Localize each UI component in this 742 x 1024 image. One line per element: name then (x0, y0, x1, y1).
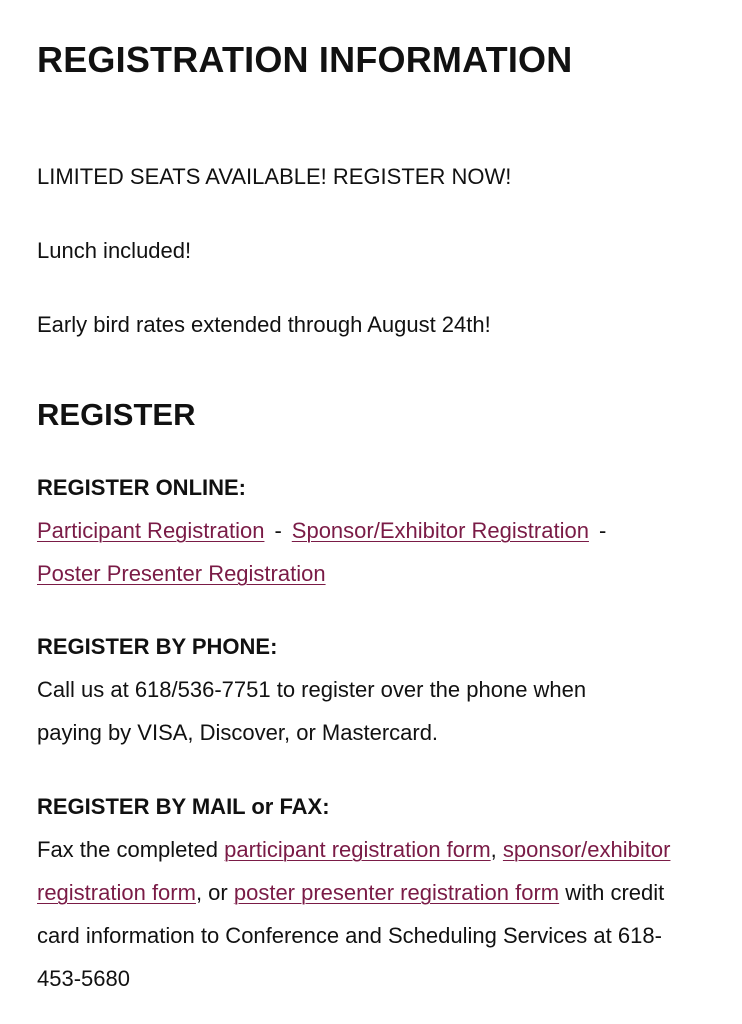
register-phone-text: Call us at 618/536-7751 to register over the phone when paying by VISA, Discover, or Mastercard. (37, 677, 587, 745)
mail-text-1: Fax the completed (37, 837, 225, 862)
mail-text-2: , (490, 837, 503, 862)
link-separator: - (598, 518, 607, 543)
sponsor-exhibitor-registration-form-link[interactable]: sponsor/exhibitor registration form (37, 837, 671, 905)
notice-early-bird: Early bird rates extended through August 24th! (37, 312, 491, 337)
mail-text-4: with credit card information to Conference and Scheduling Services at 618-453-5680 (37, 880, 665, 991)
register-heading: REGISTER (37, 397, 196, 432)
participant-registration-link[interactable]: Participant Registration (37, 518, 265, 543)
notice-lunch: Lunch included! (37, 238, 192, 263)
poster-presenter-registration-link[interactable]: Poster Presenter Registration (37, 561, 326, 586)
poster-presenter-registration-form-link[interactable]: poster presenter registration form (233, 880, 560, 905)
register-mail-fax-text (37, 828, 677, 1000)
register-phone-label: REGISTER BY PHONE: (37, 634, 278, 659)
register-online-links (37, 509, 705, 595)
sponsor-exhibitor-registration-link[interactable]: Sponsor/Exhibitor Registration (291, 518, 589, 543)
register-mail-fax-label: REGISTER BY MAIL or FAX: (37, 794, 330, 819)
participant-registration-form-link[interactable]: participant registration form (224, 837, 491, 862)
notice-limited-seats: LIMITED SEATS AVAILABLE! REGISTER NOW! (37, 164, 512, 189)
link-separator: - (274, 518, 282, 543)
register-online-label: REGISTER ONLINE: (37, 475, 247, 500)
mail-text-3: , or (195, 880, 234, 905)
page-title: REGISTRATION INFORMATION (37, 39, 573, 80)
